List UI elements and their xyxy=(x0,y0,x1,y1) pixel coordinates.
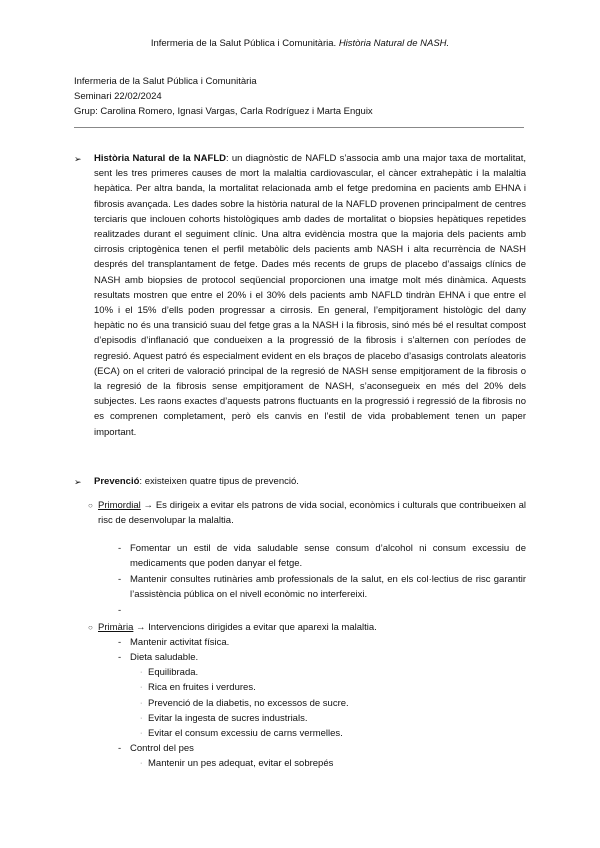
primaria-label: Primària xyxy=(98,621,134,633)
list-item: - Control del pes · Mantenir un pes adequat, evitar el sobrepés xyxy=(118,741,526,771)
list-item: - Mantenir activitat física. xyxy=(118,636,230,648)
running-header xyxy=(0,38,600,49)
list-item: · Evitar la ingesta de sucres industrials. xyxy=(140,711,526,726)
list-item: · Mantenir un pes adequat, evitar el sobrepés xyxy=(140,756,526,771)
list-item: · Prevenció de la diabetis, no excessos de sucre. xyxy=(140,696,526,711)
primaria-text: → Intervencions dirigides a evitar que aparexi la malaltia. xyxy=(133,621,377,633)
header-subtitle: Història Natural de NASH. xyxy=(338,38,450,49)
group-members: Grup: Carolina Romero, Ignasi Vargas, Carla Rodríguez i Marta Enguix xyxy=(74,106,373,117)
document-meta xyxy=(74,74,373,119)
diet-sublist xyxy=(140,665,526,741)
natural-history-paragraph xyxy=(94,151,526,440)
course-name: Infermeria de la Salut Pública i Comunitària xyxy=(74,76,257,87)
prevention-type-primordial xyxy=(88,498,526,528)
list-item: · Evitar el consum excessiu de carns vermelles. xyxy=(140,726,526,741)
primordial-list xyxy=(118,541,526,619)
weight-sublist xyxy=(140,756,526,771)
section-heading: Història Natural de la NAFLD xyxy=(94,153,226,164)
dot-bullet-icon: · xyxy=(140,760,143,768)
primordial-description xyxy=(98,498,526,528)
primaria-description xyxy=(98,620,526,635)
section-body: : un diagnòstic de NAFLD s’associa amb una major taxa de mortalitat, sent les tres primeres causes de mort la malaltia cardiovascular, el càncer extrahepàtic i la malaltia hepàtica. Per altra banda, la mortalitat relacionada amb el fetge predomina en pacients amb EHNA i fibrosis avançada. Les dades sobre la història natural de la NAFLD provenen principalment de centres terciaris que inclouen cohorts histològiques amb dades de mortalitat o biopsies hepàtiques repetides realitzades durant el seguiment clínic. Una altra evidència mostra que la majoria dels pacients amb cirrosis criptogènica tenen el perfil metabòlic dels pacients amb NASH i alta recurrència de NASH després del transplantament de fetge. Dades més recents de grups de placebo d’assaigs clínics de NASH amb biopsies de protocol seqüencial proporcionen una imatge molt més dinàmica. Aquests resultats mostren que entre el 20% i el 30% dels pacients amb NAFLD tindràn EHNA i que entre el 10% i el 15% d’ells poden progressar a cirrosis. En general, l’empitjorament histològic del dany hepàtic no és una transició suau del fetge gras a la NASH i la fibrosis, sinó més bé el resultat compost d’episodis d’inflanació que condueixen a la progressió de la fibrosis i s’alternen con períodes de regresió. Aquest patró és especialment evident en els braços de placebo d’asasigs controlats aleatoris (ECA) on el criteri de valoració principal de la regresió de NASH sense empitjorament de la fibrosis o la regresió de la fibrosis sense empitjorament de NASH, s’aconsegueix en més del 20% dels subjectes. Les raons exactes d’aquests patrons fluctuants en la progressió i regressió de la fibrosis no es comprenen completament, però els canvis en l’estil de vida probablement tenen un paper important. xyxy=(94,153,526,438)
primordial-text: → Es dirigeix a evitar els patrons de vida social, econòmics i culturals que contribueixen al risc de desenvolupar la malaltia. xyxy=(98,500,526,527)
dot-bullet-icon: · xyxy=(140,730,143,738)
arrow-bullet-icon: ➢ xyxy=(74,154,82,164)
seminar-date: Seminari 22/02/2024 xyxy=(74,91,162,102)
prevention-type-primaria xyxy=(88,620,526,635)
circle-bullet-icon: ○ xyxy=(88,501,93,511)
dot-bullet-icon: · xyxy=(140,684,143,692)
dot-bullet-icon: · xyxy=(140,669,143,677)
dot-bullet-icon: · xyxy=(140,714,143,722)
prevention-intro-text: : existeixen quatre tipus de prevenció. xyxy=(139,476,299,487)
header-divider xyxy=(74,127,524,128)
list-item: · Rica en fruites i verdures. xyxy=(140,680,526,695)
list-item: - Mantenir consultes rutinàries amb professionals de la salut, en els col·lectius de risc garantir l’assistència pública on el nivell econòmic no interfereixi. xyxy=(118,574,526,601)
prevention-intro xyxy=(94,474,526,490)
circle-bullet-icon: ○ xyxy=(88,622,93,632)
section-prevention xyxy=(74,474,526,772)
list-item: - xyxy=(118,605,122,617)
primordial-label: Primordial xyxy=(98,500,141,512)
header-title: Infermeria de la Salut Pública i Comunitària. xyxy=(150,38,339,49)
primaria-list xyxy=(118,635,526,772)
list-item: - Dieta saludable. · Equilibrada. · Rica en fruites i verdures. · Prevenció de la diabetis, no excessos de sucre. · Evitar la ingesta de sucres industrials. · Evitar el consum excessiu de carns vermelles. xyxy=(118,650,526,741)
section-heading: Prevenció xyxy=(94,476,140,487)
dot-bullet-icon: · xyxy=(140,699,143,707)
list-item: - Fomentar un estil de vida saludable sense consum d’alcohol ni consum excessiu de medicaments que poden danyar el fetge. xyxy=(118,542,526,569)
section-natural-history xyxy=(74,151,526,440)
list-item: · Equilibrada. xyxy=(140,665,526,680)
arrow-bullet-icon: ➢ xyxy=(74,477,82,487)
